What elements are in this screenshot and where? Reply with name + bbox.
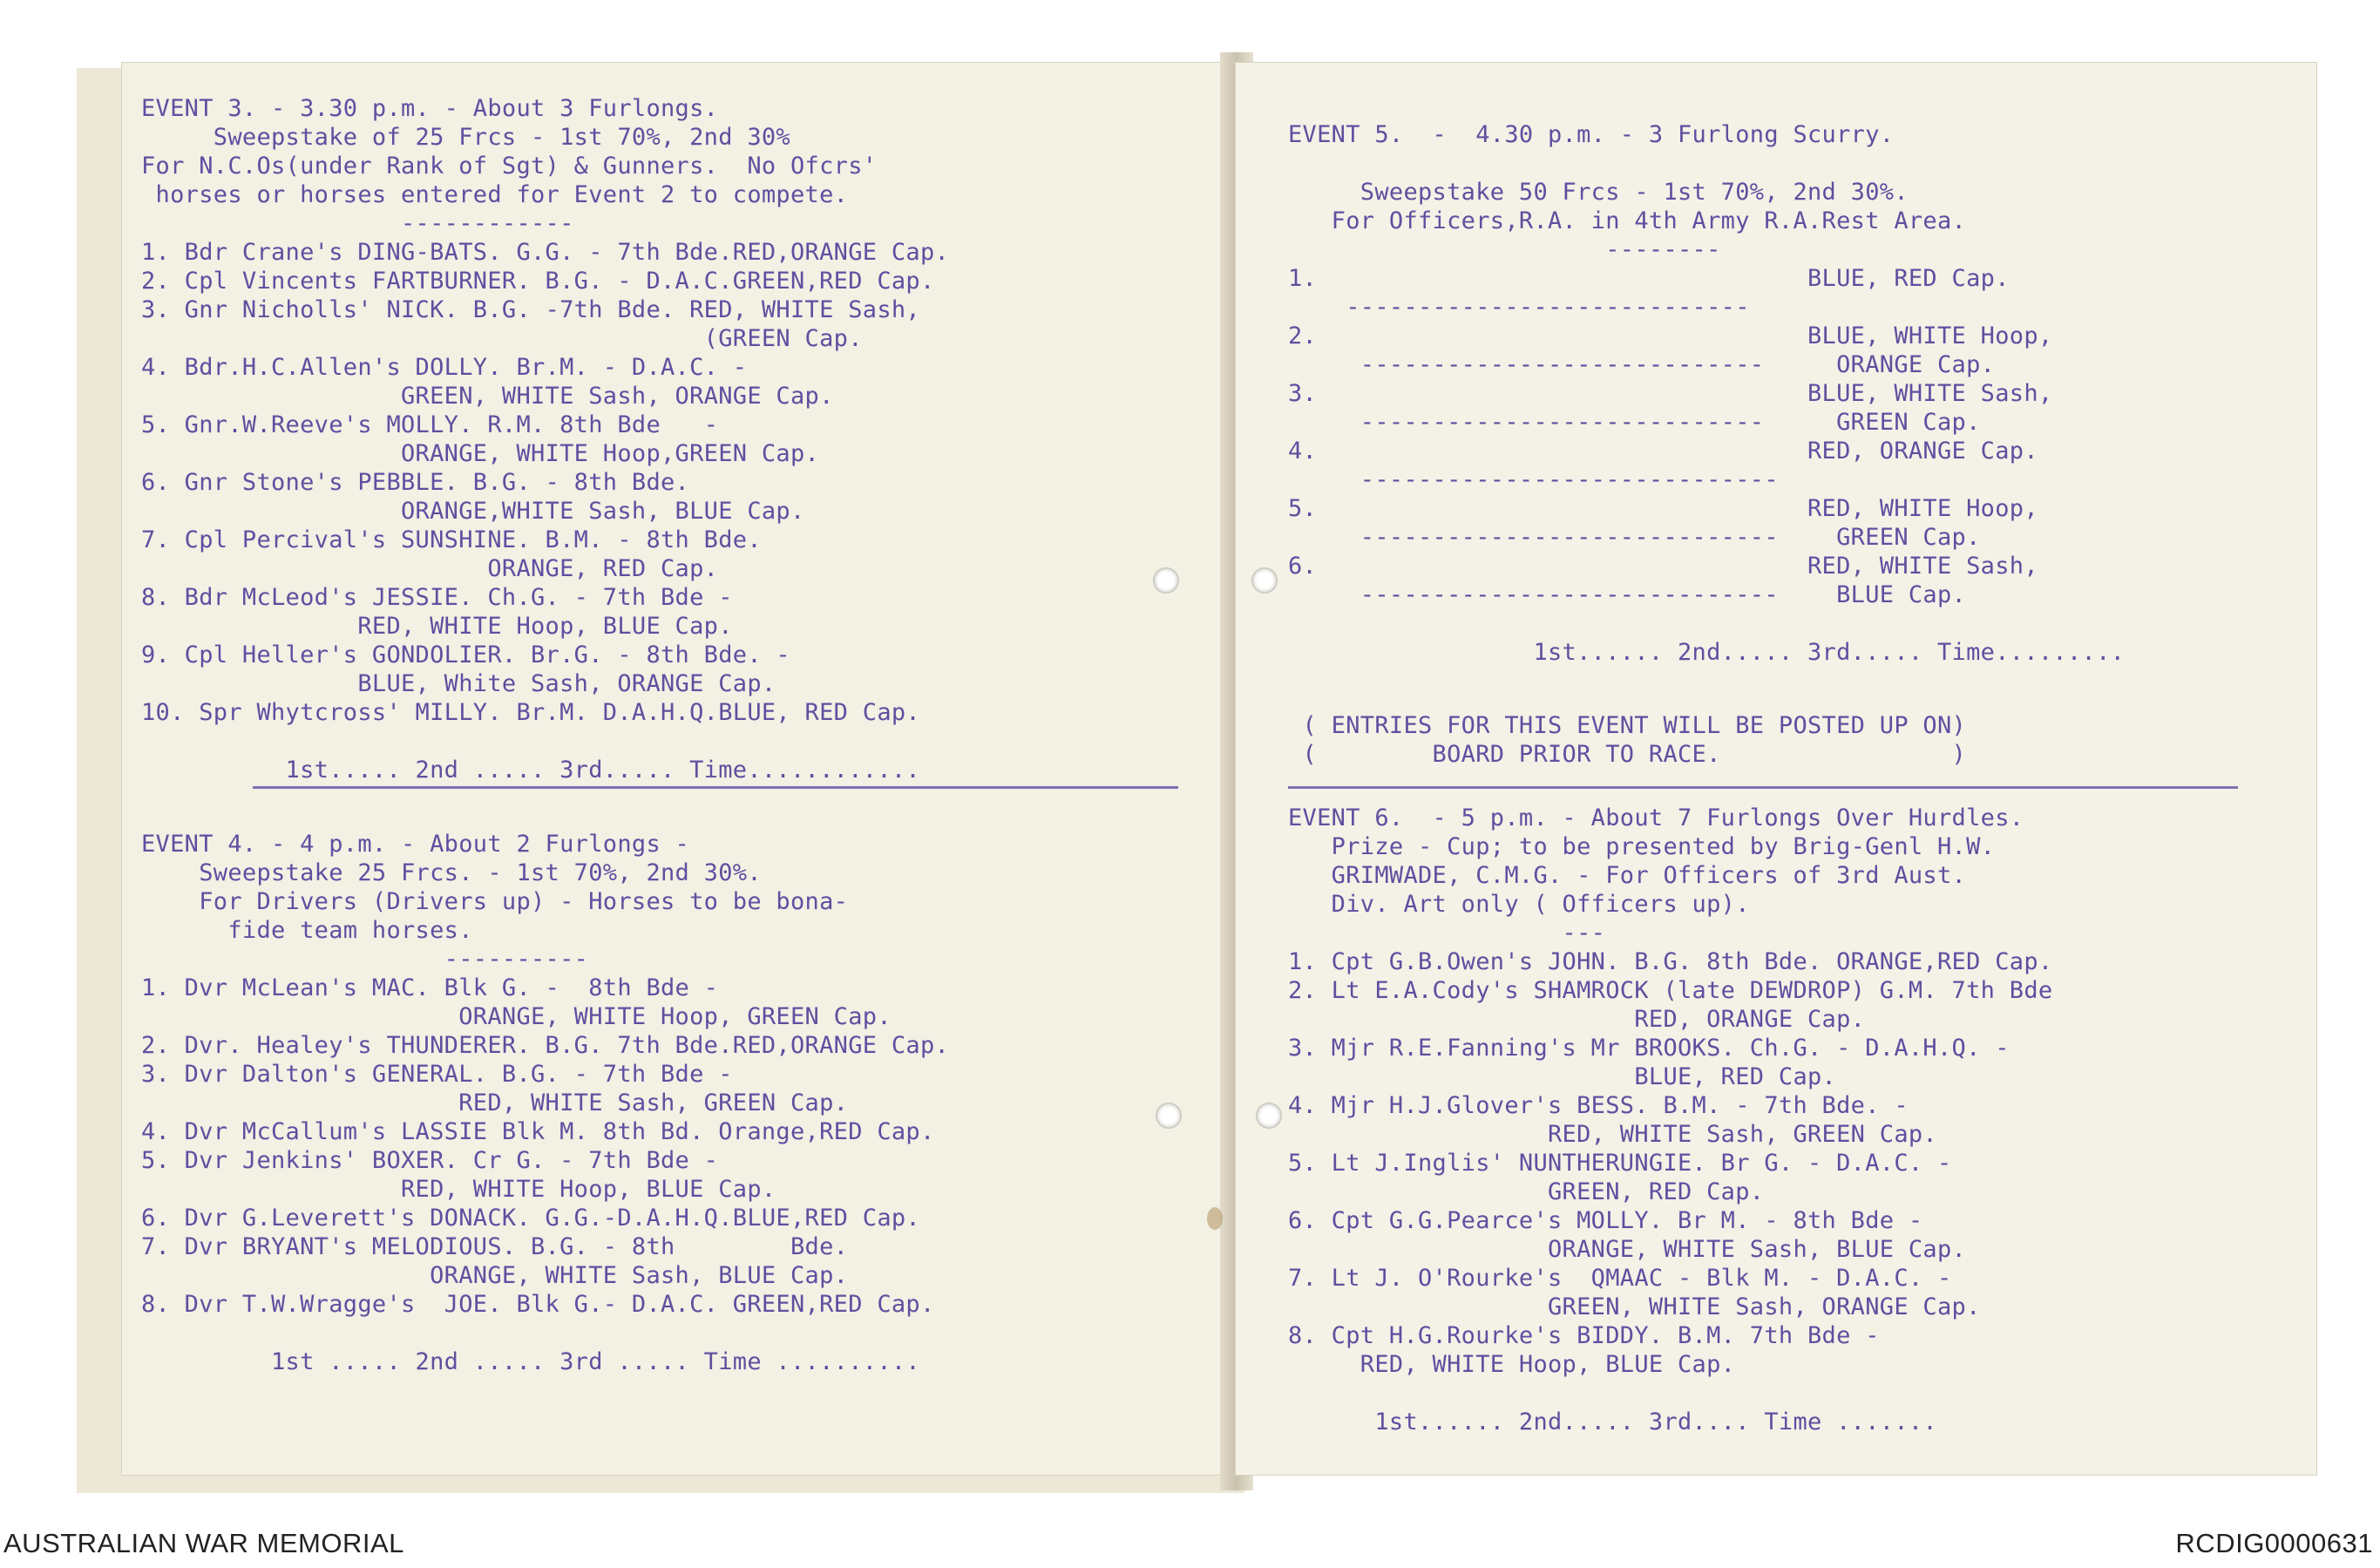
typed-line: GREEN, RED Cap.: [1288, 1178, 1765, 1205]
typed-line: ORANGE,WHITE Sash, BLUE Cap.: [141, 498, 805, 525]
typed-line: EVENT 3. - 3.30 p.m. - About 3 Furlongs.: [141, 95, 719, 122]
typed-line: 6. Cpt G.G.Pearce's MOLLY. Br M. - 8th Bde -: [1288, 1207, 1923, 1234]
typed-line: [141, 727, 949, 756]
typed-line: ----------------------------- GREEN Cap.: [1288, 524, 1981, 551]
typed-line: 8. Dvr T.W.Wragge's JOE. Blk G.- D.A.C. GREEN,RED Cap.: [141, 1291, 935, 1318]
staple-hole: [1156, 1103, 1182, 1129]
typed-line: ---------------------------- ORANGE Cap.: [1288, 351, 1996, 378]
typed-line: ---------------------------- GREEN Cap.: [1288, 409, 1981, 436]
typed-line: ----------------------------- BLUE Cap.: [1288, 581, 1967, 608]
typed-line: GREEN, WHITE Sash, ORANGE Cap.: [1288, 1293, 1981, 1320]
typed-line: 4. RED, ORANGE Cap.: [1288, 438, 2038, 465]
typed-line: ORANGE, WHITE Hoop,GREEN Cap.: [141, 440, 820, 467]
typed-line: BLUE, White Sash, ORANGE Cap.: [141, 670, 776, 697]
typed-line: For Officers,R.A. in 4th Army R.A.Rest Area.: [1288, 207, 1967, 234]
section-rule: [253, 786, 1178, 789]
typed-line: 1. Cpt G.B.Owen's JOHN. B.G. 8th Bde. ORANGE,RED Cap.: [1288, 948, 2053, 975]
typed-line: 1st...... 2nd..... 3rd.... Time .......: [1288, 1408, 1937, 1436]
event-6-block: [1288, 804, 2052, 1436]
typed-line: -----------------------------: [1288, 466, 1779, 493]
typed-line: RED, WHITE Hoop, BLUE Cap.: [141, 1176, 776, 1203]
typed-line: 4. Bdr.H.C.Allen's DOLLY. Br.M. - D.A.C. -: [141, 354, 748, 381]
typed-line: 7. Lt J. O'Rourke's QMAAC - Blk M. - D.A.C. -: [1288, 1265, 1952, 1292]
event-4-block: [141, 830, 949, 1376]
typed-line: 7. Dvr BRYANT's MELODIOUS. B.G. - 8th Bde.: [141, 1233, 849, 1260]
typed-line: 1. Bdr Crane's DING-BATS. G.G. - 7th Bde.RED,ORANGE Cap.: [141, 239, 950, 266]
typed-line: For N.C.Os(under Rank of Sgt) & Gunners. No Ofcrs': [141, 153, 878, 180]
typed-line: 4. Dvr McCallum's LASSIE Blk M. 8th Bd. Orange,RED Cap.: [141, 1118, 935, 1145]
typed-line: GRIMWADE, C.M.G. - For Officers of 3rd Aust.: [1288, 862, 1967, 889]
typed-line: 2. BLUE, WHITE Hoop,: [1288, 322, 2053, 350]
staple-hole: [1153, 567, 1179, 594]
section-rule-right: [1288, 786, 2238, 789]
typed-line: RED, WHITE Hoop, BLUE Cap.: [1288, 1351, 1736, 1378]
typed-line: [1288, 609, 2125, 638]
typed-line: ORANGE, WHITE Hoop, GREEN Cap.: [141, 1003, 892, 1030]
typed-line: 1st ..... 2nd ..... 3rd ..... Time ..........: [141, 1348, 920, 1375]
typed-line: ---: [1288, 920, 1606, 947]
typed-line: 6. Dvr G.Leverett's DONACK. G.G.-D.A.H.Q.BLUE,RED Cap.: [141, 1205, 920, 1232]
typed-line: [1288, 1379, 2052, 1408]
footer-institution: AUSTRALIAN WAR MEMORIAL: [3, 1528, 404, 1558]
typed-line: RED, WHITE Sash, GREEN Cap.: [1288, 1121, 1937, 1148]
typed-line: For Drivers (Drivers up) - Horses to be bona-: [141, 888, 849, 915]
typed-line: 5. Dvr Jenkins' BOXER. Cr G. - 7th Bde -: [141, 1147, 719, 1174]
typed-line: Sweepstake 50 Frcs - 1st 70%, 2nd 30%.: [1288, 179, 1909, 206]
typed-line: RED, WHITE Hoop, BLUE Cap.: [141, 613, 733, 640]
typed-line: ORANGE, WHITE Sash, BLUE Cap.: [141, 1262, 849, 1289]
typed-line: EVENT 5. - 4.30 p.m. - 3 Furlong Scurry.: [1288, 121, 1895, 148]
left-page: [122, 63, 1231, 1475]
typed-line: [141, 1319, 949, 1347]
typed-line: [1288, 149, 2125, 178]
typed-line: EVENT 6. - 5 p.m. - About 7 Furlongs Over Hurdles.: [1288, 804, 2024, 832]
typed-line: 3. BLUE, WHITE Sash,: [1288, 380, 2053, 407]
typed-line: 1st..... 2nd ..... 3rd..... Time............: [141, 757, 920, 784]
typed-line: 8. Bdr McLeod's JESSIE. Ch.G. - 7th Bde -: [141, 584, 733, 611]
typed-line: 2. Dvr. Healey's THUNDERER. B.G. 7th Bde.RED,ORANGE Cap.: [141, 1032, 950, 1059]
typed-line: 6. Gnr Stone's PEBBLE. B.G. - 8th Bde.: [141, 469, 690, 496]
event-3-block: [141, 94, 949, 784]
typed-line: GREEN, WHITE Sash, ORANGE Cap.: [141, 383, 834, 410]
typed-line: 4. Mjr H.J.Glover's BESS. B.M. - 7th Bde. -: [1288, 1092, 1909, 1119]
typed-line: RED, ORANGE Cap.: [1288, 1006, 1866, 1033]
staple-hole: [1251, 567, 1278, 594]
typed-line: ORANGE, RED Cap.: [141, 555, 719, 582]
typed-line: 1. Dvr McLean's MAC. Blk G. - 8th Bde -: [141, 974, 719, 1001]
typed-line: 10. Spr Whytcross' MILLY. Br.M. D.A.H.Q.BLUE, RED Cap.: [141, 699, 920, 726]
typed-line: 9. Cpl Heller's GONDOLIER. Br.G. - 8th Bde. -: [141, 641, 790, 669]
typed-line: Sweepstake 25 Frcs. - 1st 70%, 2nd 30%.: [141, 859, 762, 886]
typed-line: Div. Art only ( Officers up).: [1288, 891, 1750, 918]
typed-line: 5. RED, WHITE Hoop,: [1288, 495, 2038, 522]
typed-line: 7. Cpl Percival's SUNSHINE. B.M. - 8th Bde.: [141, 526, 762, 553]
typed-line: Sweepstake of 25 Frcs - 1st 70%, 2nd 30%: [141, 124, 790, 151]
typed-line: (GREEN Cap.: [141, 325, 863, 352]
typed-line: 5. Lt J.Inglis' NUNTHERUNGIE. Br G. - D.A.C. -: [1288, 1150, 1952, 1177]
staple-hole: [1256, 1103, 1282, 1129]
typed-line: 3. Dvr Dalton's GENERAL. B.G. - 7th Bde -: [141, 1061, 733, 1088]
typed-line: EVENT 4. - 4 p.m. - About 2 Furlongs -: [141, 831, 690, 858]
typed-line: ----------: [141, 946, 589, 973]
typed-line: RED, WHITE Sash, GREEN Cap.: [141, 1089, 849, 1117]
typed-line: 6. RED, WHITE Sash,: [1288, 553, 2038, 580]
typed-line: fide team horses.: [141, 917, 473, 944]
typed-line: 3. Mjr R.E.Fanning's Mr BROOKS. Ch.G. - D.A.H.Q. -: [1288, 1035, 2010, 1062]
typed-line: 8. Cpt H.G.Rourke's BIDDY. B.M. 7th Bde -: [1288, 1322, 1880, 1349]
rust-stain: [1207, 1207, 1223, 1230]
typed-line: --------: [1288, 236, 1721, 263]
event-5-block: [1288, 120, 2125, 667]
typed-line: 1st...... 2nd..... 3rd..... Time.........: [1288, 639, 2126, 666]
typed-line: ( BOARD PRIOR TO RACE. ): [1288, 741, 1967, 768]
entries-notice: [1288, 711, 1966, 769]
typed-line: horses or horses entered for Event 2 to compete.: [141, 181, 849, 208]
typed-line: 3. Gnr Nicholls' NICK. B.G. -7th Bde. RED, WHITE Sash,: [141, 296, 920, 323]
typed-line: 2. Cpl Vincents FARTBURNER. B.G. - D.A.C.GREEN,RED Cap.: [141, 268, 935, 295]
footer-id: RCDIG0000631: [2175, 1528, 2373, 1558]
typed-line: ------------: [141, 210, 574, 237]
typed-line: 1. BLUE, RED Cap.: [1288, 265, 2010, 292]
typed-line: 5. Gnr.W.Reeve's MOLLY. R.M. 8th Bde -: [141, 411, 719, 438]
typed-line: Prize - Cup; to be presented by Brig-Genl H.W.: [1288, 833, 1996, 860]
typed-line: 2. Lt E.A.Cody's SHAMROCK (late DEWDROP) G.M. 7th Bde: [1288, 977, 2053, 1004]
typed-line: BLUE, RED Cap.: [1288, 1063, 1837, 1090]
right-page: [1236, 63, 2316, 1475]
typed-line: ( ENTRIES FOR THIS EVENT WILL BE POSTED UP ON): [1288, 712, 1967, 739]
typed-line: ORANGE, WHITE Sash, BLUE Cap.: [1288, 1236, 1967, 1263]
typed-line: ----------------------------: [1288, 294, 1750, 321]
